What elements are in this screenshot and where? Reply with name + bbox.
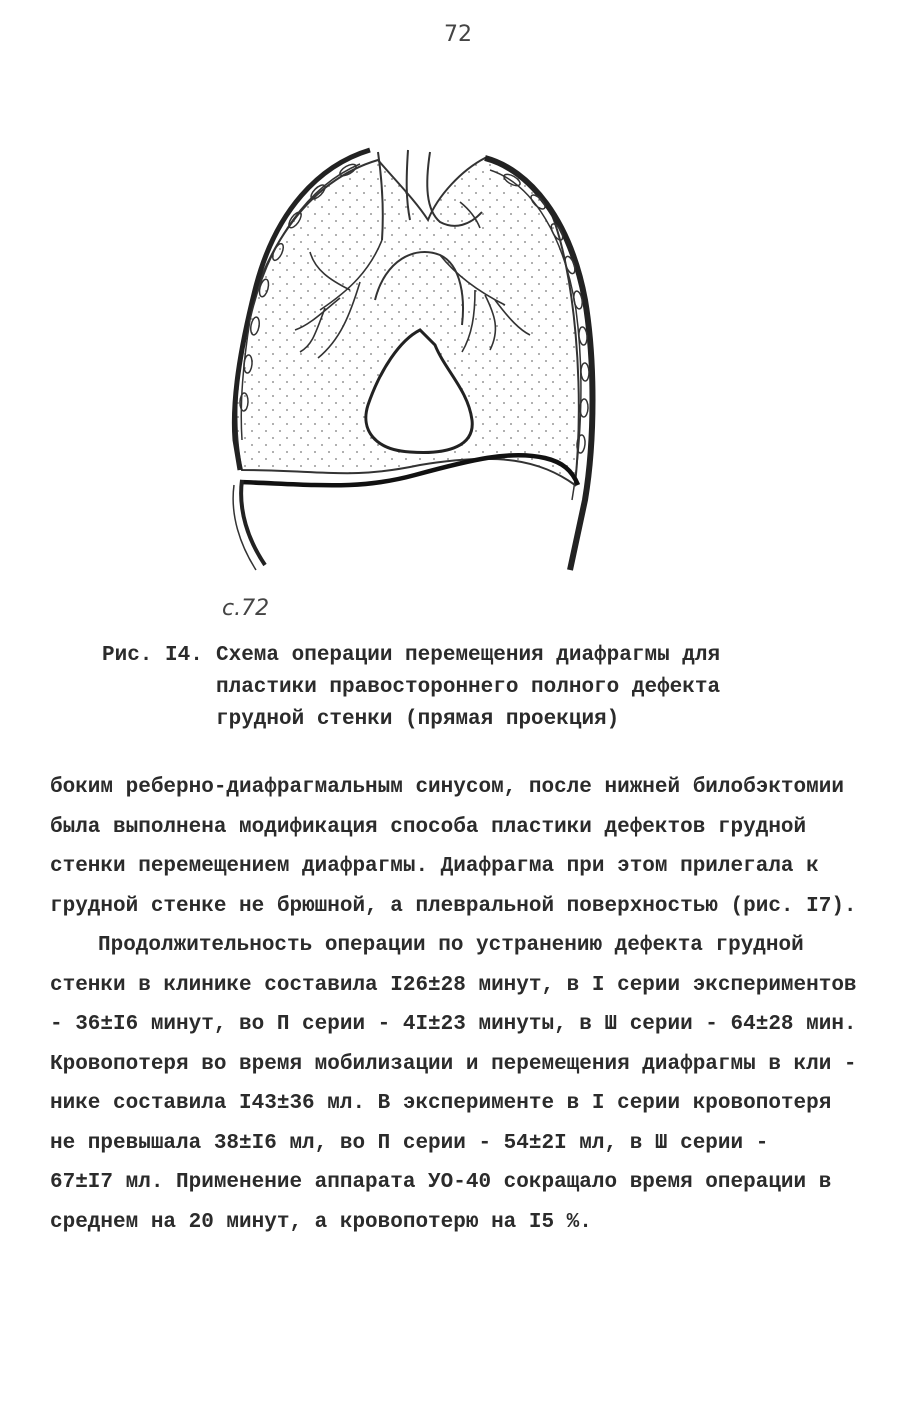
body-line: стенки в клинике составила I26±28 минут, в I серии экспериментов (50, 973, 857, 997)
caption-label: Рис. I4. (102, 644, 203, 667)
caption-line: грудной стенки (прямая проекция) (216, 708, 620, 731)
body-line: - 36±I6 минут, во П серии - 4I±23 минуты, в Ш серии - 64±28 мин. (50, 1013, 857, 1036)
page-number: 72 (444, 22, 472, 47)
chest-diagram (200, 140, 640, 580)
caption-line: пластики правостороннего полного дефекта (216, 676, 721, 699)
body-line: Кровопотеря во время мобилизации и перемещения диафрагмы в кли - (50, 1052, 857, 1076)
body-line: была выполнена модификация способа пластики дефектов грудной (50, 815, 807, 839)
body-line: среднем на 20 минут, а кровопотерю на I5 %. (50, 1210, 592, 1234)
body-line: не превышала 38±I6 мл, во П серии - 54±2I мл, в Ш серии - (50, 1131, 769, 1155)
chest-diagram-figure (200, 140, 640, 580)
figure-caption (102, 640, 842, 736)
caption-line: Схема операции перемещения диафрагмы для (216, 644, 721, 667)
body-line: боким реберно-диафрагмальным синусом, после нижней билобэктомии (50, 776, 844, 799)
body-line: грудной стенке не брюшной, а плевральной поверхностью (рис. I7). (50, 894, 857, 918)
body-text (50, 768, 870, 1242)
body-line: Продолжительность операции по устранению дефекта грудной (98, 934, 804, 957)
body-line: нике составила I43±36 мл. В эксперименте в I серии кровопотеря (50, 1092, 832, 1115)
body-line: стенки перемещением диафрагмы. Диафрагма при этом прилегала к (50, 855, 819, 878)
figure-handwritten-note: с.72 (222, 596, 270, 621)
body-line: 67±I7 мл. Применение аппарата УО-40 сокращало время операции в (50, 1171, 832, 1194)
